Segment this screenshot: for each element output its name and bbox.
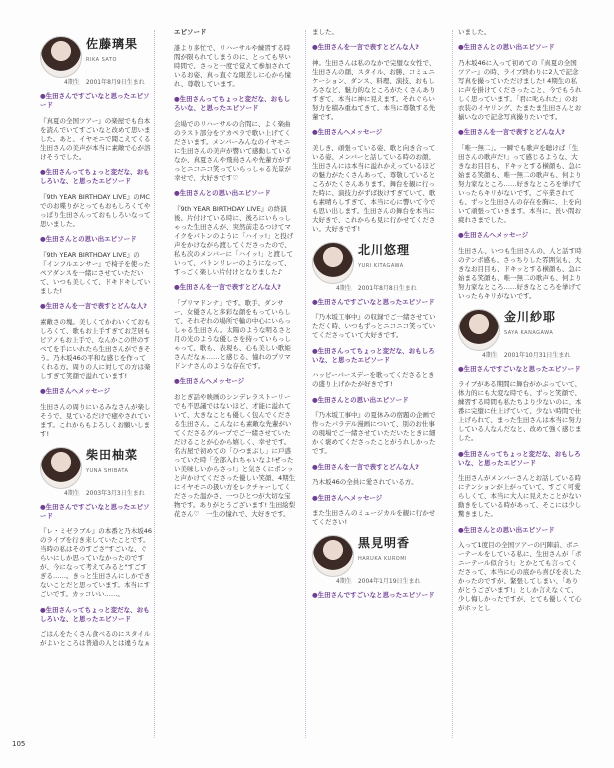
- answer: ごはんをたくさん食べるのにスタイルがよいところは普通の人とは違うなぁ: [40, 630, 151, 647]
- member-romaji: YURI KITAGAWA: [358, 262, 404, 269]
- column-divider: [452, 30, 453, 738]
- question: ●生田さんを一言で表すとどんな人?: [174, 283, 281, 291]
- answer: 会場でのリハーサルの合間に、よく楽曲のラスト部分をアカペラで歌い上げてくださいます。メンバーみんなのイヤモニに生田さんの美声が響いて感動しているなか、真夏さんや飛鳥さんや先輩方がずっとニコニコ笑っていらっしゃる光景が幸せで、大好きです♡: [174, 119, 291, 182]
- answer: 素敵さの塊。美しくてかわいくておもしろくて、歌もお上手すぎてお芝居もピアノもお上手で、なんかこの世のすべてを手にいれたら生田さんができそう。乃木坂46の平和な感じを作ってくれる方。周りの人に対しての方は楽しすぎて笑顔で溢れています!: [40, 317, 151, 380]
- member-header: [312, 535, 438, 585]
- column-2: [174, 28, 296, 525]
- question: ●生田さんってちょっと変だな、おもしろいな、と思ったエピソード: [40, 605, 150, 623]
- member-romaji: YUNA SHIBATA: [86, 467, 129, 474]
- member-info: 4期生 2001年8月8日生まれ: [336, 284, 417, 292]
- answer: 『9th YEAR BIRTHDAY LIVE』の終演後、片付けている時に、後ろにいらっしゃった生田さんが、突然前走るつけてマイクをパトンのように「ハイッ!」と投げ声をかけながら渡してくださったので、私も次のメンバーに「ハイッ!」と渡していって、バトンリレーのようになって、すっごく楽しい片付けとなりました♪: [174, 204, 294, 276]
- answer: ました。: [312, 28, 338, 36]
- answer: 『レ・ミゼラブル』の本番と乃木坂46のライブを行き来していたことです。当時の私はそのすごさ"すごいな、ぐらいにしか思っていなかったのですが、今になって考えてみると"すごすぎる……。きっと生田さんにしかできないことだと思っています。本当にすごいです。カッコいい……。: [40, 527, 152, 598]
- member-romaji: RIKA SATO: [86, 57, 117, 63]
- member-photo: [312, 242, 354, 284]
- member-name: 柴田柚菜: [86, 447, 139, 462]
- question: ●生田さんとの思い出エピソード: [312, 395, 409, 404]
- question: ●生田さんですごいなと思ったエピソード: [40, 92, 150, 109]
- question: ●生田さんとの思い出エピソード: [458, 43, 555, 51]
- member-info: 4期生 2003年3月3日生まれ: [64, 489, 145, 497]
- member-name: 金川紗耶: [504, 309, 557, 324]
- question: ●生田さんですごいなと思ったエピソード: [458, 364, 581, 373]
- member-info: 4期生 2004年1月19日生まれ: [336, 578, 421, 585]
- member-header: [458, 309, 582, 359]
- question: ●生田さんへメッセージ: [312, 128, 383, 136]
- question: ●生田さんへメッセージ: [458, 231, 529, 239]
- member-photo: [458, 309, 500, 351]
- column-divider: [305, 30, 306, 738]
- column-1: [40, 28, 152, 655]
- question: ●生田さんへメッセージ: [174, 377, 245, 385]
- member-info: 4期生 2001年8月9日生まれ: [64, 79, 145, 86]
- question: ●生田さんを一言で表すとどんな人?: [312, 462, 419, 471]
- answer: 『乃木坂工事中』の収録でご一緒させていただく時、いつもずっとニコニコ笑っていてくださっていて大好きです。: [312, 313, 436, 339]
- answer: 生田さんがメンバーさんとお話している時にテンションが上がっていて、すごく可愛らしくて、本当に大人に見えたことがない動きをしている時があって、そこには少し驚きました。: [458, 474, 582, 518]
- question: ●生田さんとの思い出エピソード: [40, 235, 137, 243]
- question: ●生田さんへメッセージ: [40, 387, 111, 395]
- answer: 『9th YEAR BIRTHDAY LIVE』の『インフルエンサー』で椅子を使ったペアダンスを一緒にさせていただいて、いつも美しくて、ドキドキしていました!: [40, 250, 151, 295]
- question: ●生田さんってちょっと変だな、おもしろいな、と思ったエピソード: [40, 168, 150, 185]
- answer: 入って1度目の全国ツアーの円陣前、ボニーテールをしている私に、生田さんが「ポニーテール似合う!」とかとても言ってくださって、本当に心の底から喜びを表したかったのですが、緊張してしまい、「ありがとうございます!」としか言えなくて、少し悔しかったですが、とても優しくて心がホッとし: [458, 541, 582, 612]
- question: ●生田さんを一言で表すとどんな人?: [40, 302, 147, 310]
- answer: また生田さんのミュージカルを観に行かせてください!: [312, 509, 436, 526]
- answer: 美しき、頑張っている姿、歌と向き合っている姿、メンバーと話している時のお顔、生田さんには本当に溢れかえっているほどの魅力がたくさんあって、尊敬しているところがたくさんあります。舞台を観に行った時に、演技力がずば抜けすぎていて、歌も素晴らしすぎて、本当に心に響いて今でも思い出します。生田さんの舞台を本当に大好きで、これからも見に行かせてください。大好きです!: [312, 143, 436, 233]
- member-romaji: SAYA KANAGAWA: [504, 329, 554, 336]
- question-tail: エピソード: [174, 28, 207, 36]
- answer: 「プリマドンナ」です。歌手、ダンサー、女優さんと多彩な顔をもっていらして、それぞれの場所で輪の中心にいらっしゃる生田さん。太陽のような明るさと月の光のような優しさを持っていらっしゃって、歌も、表現も、心も美しい歌姫さんだなぁ……と感じる、憧れのプリマドンナさんのような存在です。: [174, 298, 292, 370]
- answer: 誰より多忙で、リハーサルや練習する時間が限られてしまうのに、とっても早い時間で、さっと一度で覚えて参加されているお姿、真っ直ぐな眼差しに心から憧れ、尊敬しています。: [174, 43, 291, 88]
- answer: いました。: [458, 28, 491, 36]
- member-header: [40, 36, 152, 86]
- member-header: [40, 447, 152, 497]
- question: ●生田さんですごいなと思ったエピソード: [312, 591, 435, 599]
- answer: 神。生田さんは私のなかで完璧な女性で、生田さんの顔、スタイル、お勝、コミュニケーション、ダンス、料理、演技、おもしろさなど、魅力的なところがたくさんありすぎて、本当に神に見えます。それぐらい努力を積み重ねてきて、本当に尊敬する先輩です。: [312, 58, 436, 121]
- answer: ライブがある期間に舞台がかぶっていて、体力的にも大変な時でも、ずっと笑顔で、練習する時間も私たちより少ないのに、本番に完璧に仕上げていて、少ない時間で仕上げられて、まった生田さんは本当に努力している人なんだなと、改めて強く感じました。: [458, 380, 582, 442]
- answer: ハッピーバースデーを歌ってくださるときの盛り上げかたが好きです!: [312, 371, 435, 388]
- question: ●生田さんを一言で表すとどんな人?: [312, 43, 419, 51]
- page-number: 105: [12, 740, 26, 748]
- member-name: 佐藤璃果: [86, 37, 139, 51]
- answer: 「唯一無二」。一瞬でも歌声を聴けば「生田さんの歌声だ!」って感じるような、大きなお目目も、ドキッとする横顔も、急に始まる笑顔も、唯一無二の歌声も、何より努力家なところ……好きなところを挙げていったらキリがないです。ご卒業されても、ずっと生田さんの存在を胸に、上を向いて頑張っていきます。本当に、長い間お疲れさまでした。: [458, 143, 582, 224]
- answer: 乃木坂46に入って初めての『真夏の全国ツアー』の時、ライブ終わりに2人で記念写真を撮っていただけました! 4期生の私に声を掛けてくださったこと、今でもうれしく思っています。「君に叱られた」のお衣装のイヤリング、たまたま生田さんとお揃いなので記念写真撮りたいです。: [458, 58, 582, 121]
- question: ●生田さんってちょっと変だな、おもしろいな、と思ったエピソード: [458, 449, 581, 467]
- answer: 『真夏の全国ツアー』の楽屋でも台本を読んでいてすごいなと改めて思いました。あと、イヤモニで聞こえてくる生田さんの美声が本当に素敵で心が溶けそうでした。: [40, 116, 151, 161]
- question: ●生田さんへメッセージ: [312, 493, 383, 502]
- member-header: [312, 242, 438, 292]
- member-photo: [40, 36, 82, 78]
- member-info: 4期生 2001年10月31日生まれ: [482, 351, 571, 359]
- column-4: [458, 28, 582, 620]
- member-romaji: HARUKA KUROMI: [358, 556, 408, 562]
- column-3: [312, 28, 438, 600]
- member-photo: [312, 535, 354, 577]
- column-divider: [154, 30, 155, 738]
- answer: おとぎ話や映画のシンデレラストーリーでも不思議ではないほど、才能に溢れていて、大きなことも優しく包んでくださる生田さん。こんなにも素敵な先輩がいてくださるグループでご一緒させていただけることが心から嬉しく、幸せです。名古屋で初めての「ひつまぶし」に戸惑っていた時「全部入れちゃいなよ!ぜったい美味しいからさっ!」と気さくにポンッと声かけてくださった優しい笑顔、4期生にイヤモニの扱い方をレクチャーしてくださった温かさ、一つひとつが大切な宝物です。ありがとうございます! 生田絵梨花さん♡ 一生の憧れで、大好きです。: [174, 392, 296, 518]
- answer: 『乃木坂工事中』の夏休みの宿題の企画で作ったパラデル漫画について、別のお仕事の現場でご一緒させていただいたときに細かく褒めてくださったことがうれしかったです。: [312, 411, 436, 455]
- question: ●生田さんとの思い出エピソード: [174, 189, 271, 197]
- member-photo: [40, 447, 82, 489]
- question: ●生田さんとの思い出エピソード: [458, 525, 555, 534]
- answer: 生田さんの周りにいるみなさんが楽しそうで、見ているだけで癒やされています。これからもよろしくお願いします!: [40, 402, 151, 438]
- answer: 乃木坂46の全員に愛されている方。: [312, 478, 418, 486]
- question: ●生田さんですごいなと思ったエピソード: [312, 297, 435, 306]
- answer: 生田さん、いつも生田さんの、人と話す時のテンポ感も、さっちりした雰囲気も、大きなお目目も、ドキッとする横顔も、急に始まる笑顔も、唯一無二の歌声も、何より努力家なところ……好きなところを挙げていったらキリがないです。: [458, 246, 582, 300]
- question: ●生田さんってちょっと変だな、おもしろいな、と思ったエピソード: [312, 346, 435, 364]
- question: ●生田さんを一言で表すとどんな人?: [458, 128, 565, 136]
- member-name: 黒見明香: [358, 536, 411, 550]
- question: ●生田さんですごいなと思ったエピソード: [40, 502, 150, 520]
- member-name: 北川悠理: [358, 242, 411, 257]
- answer: 『9th YEAR BIRTHDAY LIVE』のMCでのお喋りがとってもおもしろくてやっぱり生田さんっておもしろいなって思いました。: [40, 192, 151, 228]
- question: ●生田さんってちょっと変だな、おもしろいな、と思ったエピソード: [174, 95, 291, 112]
